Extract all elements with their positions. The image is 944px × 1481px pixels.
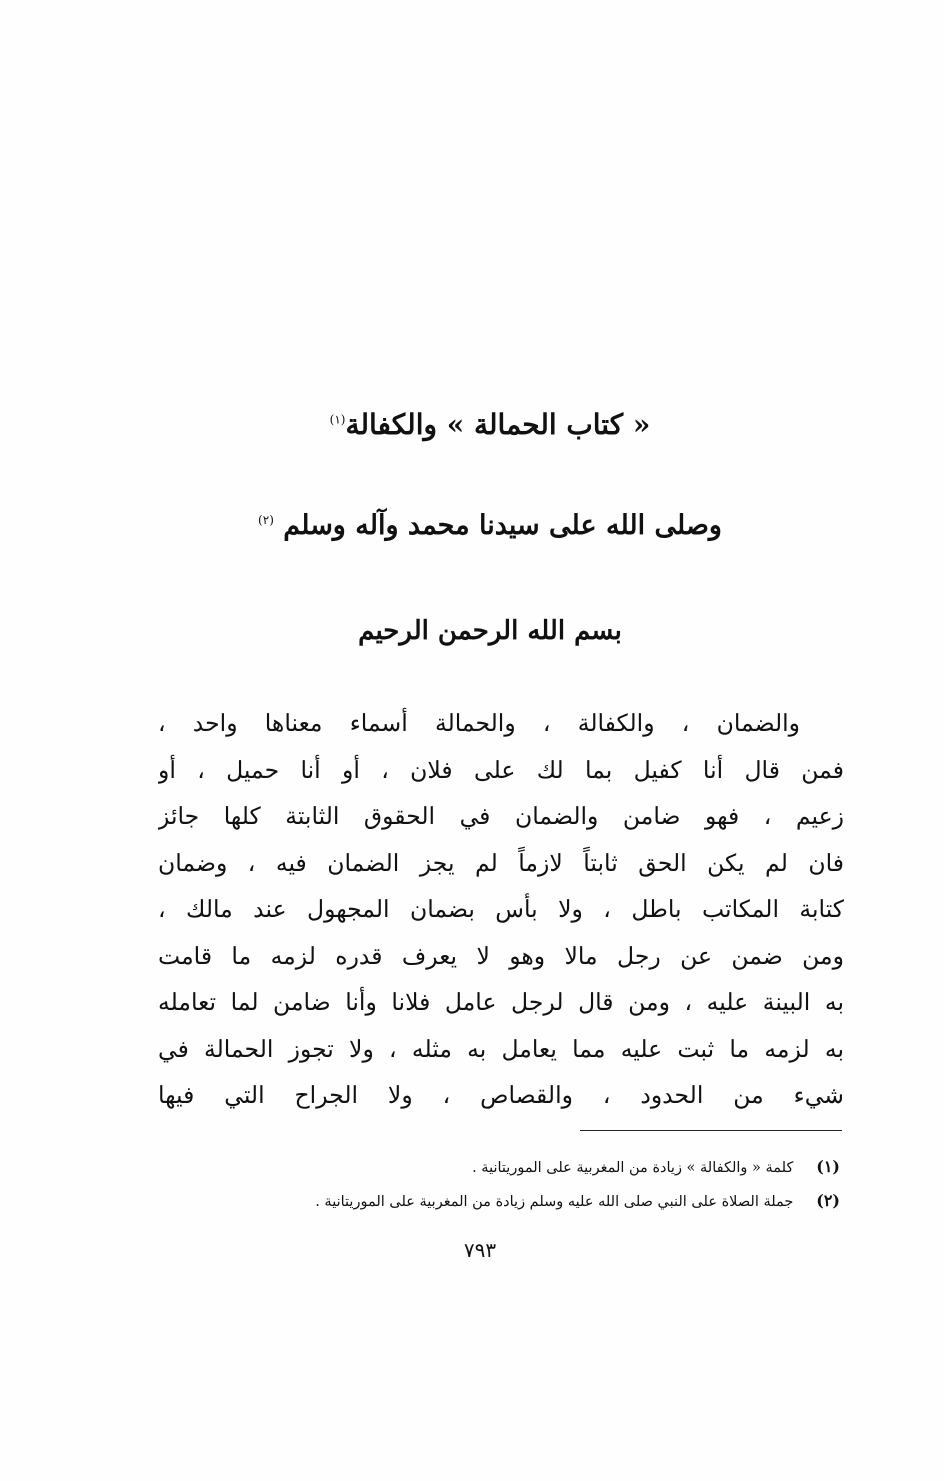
- footnote-item: [200, 1150, 840, 1184]
- footnote-number: (٢): [816, 1191, 840, 1210]
- footnotes: [200, 1150, 840, 1218]
- footnote-divider: [580, 1130, 842, 1131]
- footnote-number: (١): [816, 1157, 840, 1176]
- blessing-text: وصلى الله على سيدنا محمد وآله وسلم: [283, 510, 722, 541]
- text-line: شيء من الحدود ، والقصاص ، ولا الجراح التي فيها: [158, 1081, 844, 1109]
- basmala: بسم الله الرحمن الرحيم: [358, 616, 622, 646]
- text-line: ومن ضمن عن رجل مالا وهو لا يعرف قدره لزمه ما قامت: [158, 941, 844, 970]
- blessing-footnote-ref: (٢): [258, 513, 274, 527]
- footnote-item: [200, 1184, 840, 1218]
- footnote-text: كلمة « والكفالة » زيادة من المغربية على الموريتانية .: [472, 1160, 794, 1176]
- footnote-text: جملة الصلاة على النبي صلى الله عليه وسلم زيادة من المغربية على الموريتانية .: [315, 1194, 794, 1210]
- text-line: كتابة المكاتب باطل ، ولا بأس بضمان المجهول عند مالك ،: [158, 895, 844, 923]
- text-line: به البينة عليه ، ومن قال لرجل عامل فلانا وأنا ضامن لما تعامله: [158, 988, 844, 1016]
- text-line: فان لم يكن الحق ثابتاً لازماً لم يجز الضمان فيه ، وضمان: [158, 848, 844, 877]
- chapter-title-text: « كتاب الحمالة » والكفالة: [345, 408, 651, 441]
- text-line: فمن قال أنا كفيل بما لك على فلان ، أو أنا حميل ، أو: [158, 755, 844, 784]
- page-number: ٧٩٣: [463, 1238, 497, 1262]
- title-footnote-ref: (١): [329, 412, 346, 427]
- chapter-title: [150, 408, 830, 441]
- text-line: زعيم ، فهو ضامن والضمان في الحقوق الثابتة كلها جائز: [158, 802, 844, 830]
- text-line: والضمان ، والكفالة ، والحمالة أسماء معناها واحد ،: [158, 709, 800, 737]
- blessing-line: [150, 510, 830, 541]
- text-line: به لزمه ما ثبت عليه مما يعامل به مثله ، ولا تجوز الحمالة في: [158, 1034, 844, 1063]
- body-paragraph: [158, 700, 844, 1119]
